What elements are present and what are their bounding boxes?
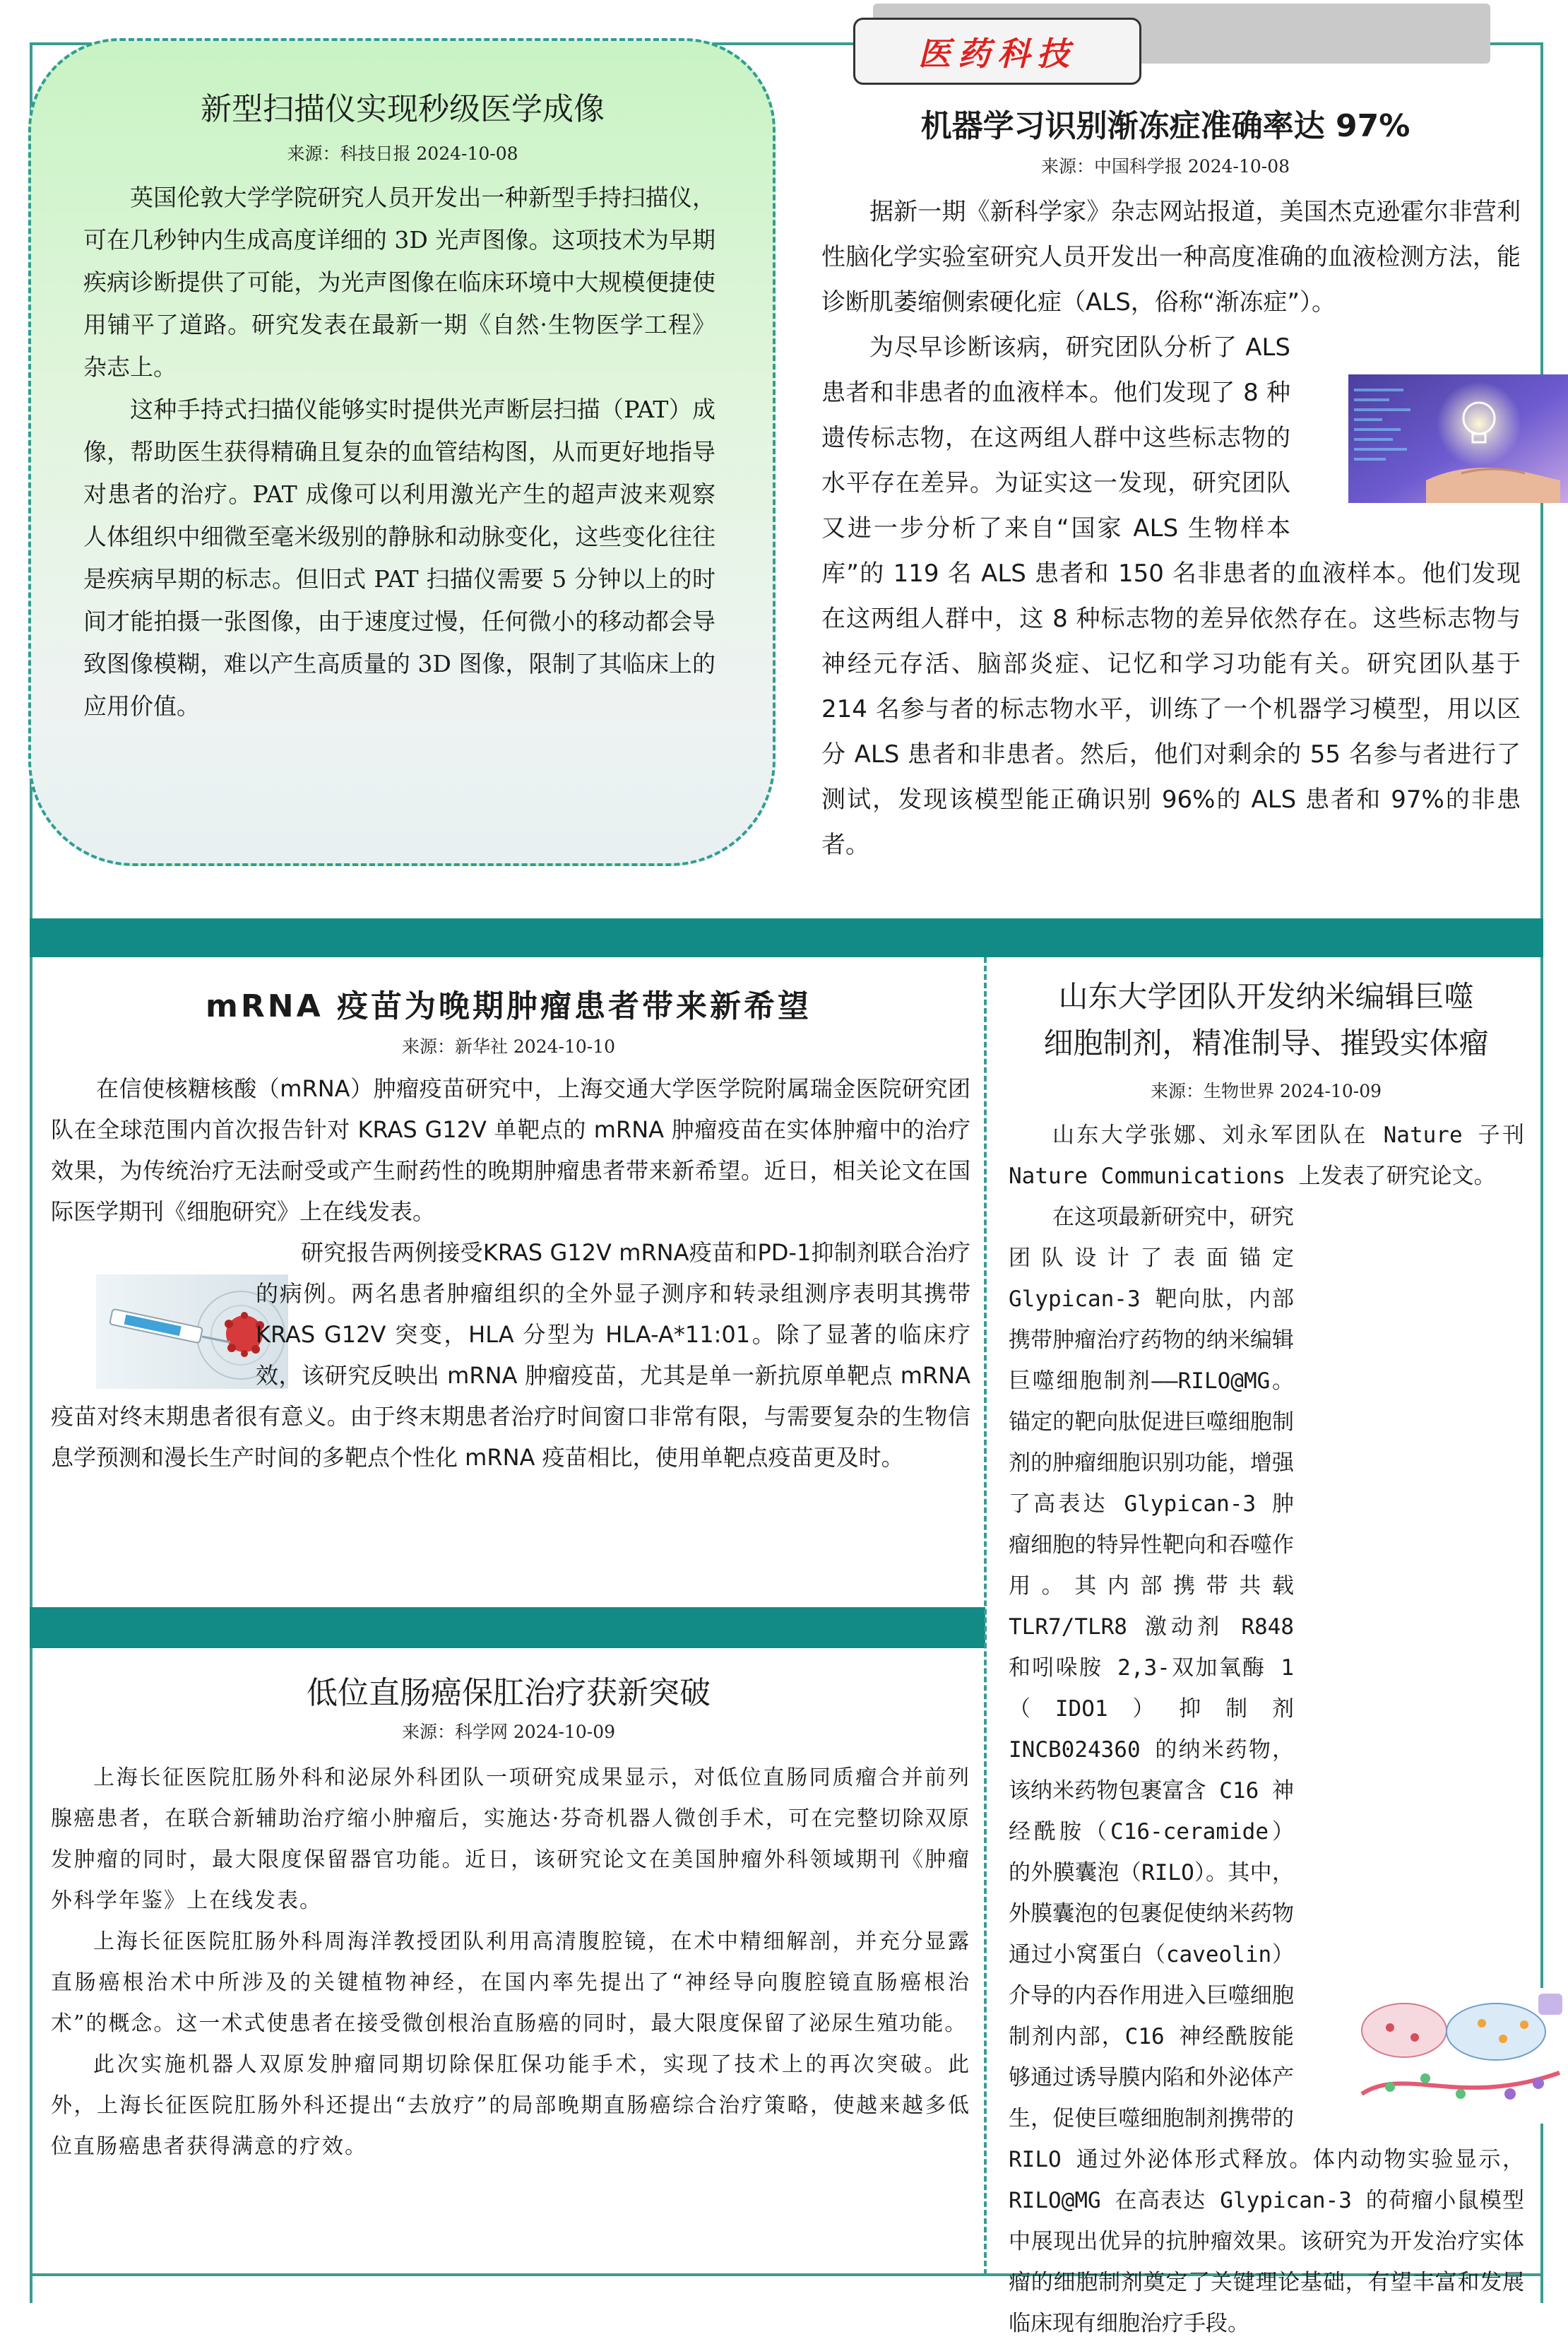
article-scanner-body [83, 177, 715, 728]
paragraph: 此次实施机器人双原发肿瘤同期切除保肛保功能手术，实现了技术上的再次突破。此外，上海长征医院肛肠外科还提出“去放疗”的局部晚期直肠癌综合治疗策略，使越来越多低位直肠癌患者获得满意的疗效。 [51, 2052, 970, 2159]
ai-hand-image [1300, 374, 1521, 503]
paragraph: 在信使核糖核酸（mRNA）肿瘤疫苗研究中，上海交通大学医学院附属瑞金医院研究团队在全球范围内首次报告针对 KRAS G12V 单靶点的 mRNA 肿瘤疫苗在实体肿瘤中的治疗效果，为传统治疗无法耐受或产生耐药性的晚期肿瘤患者带来新希望。近日，相关论文在国际医学期刊《细胞研究》上在线发表。 [51, 1075, 970, 1225]
article-mrna-source: 来源：新华社 2024-10-10 [401, 1036, 616, 1057]
article-als-title: 机器学习识别渐冻症准确率达 97% [920, 108, 1410, 144]
section-tag-label: 医药科技 [918, 34, 1076, 73]
article-rectal-title: 低位直肠癌保肛治疗获新突破 [307, 1675, 711, 1711]
title-line: 细胞制剂，精准制导、摧毁实体瘤 [1043, 1026, 1489, 1060]
column-divider [984, 957, 987, 2275]
article-als-body [821, 189, 1521, 868]
paragraph: 这种手持式扫描仪能够实时提供光声断层扫描（PAT）成像，帮助医生获得精确且复杂的血管结构图，从而更好地指导对患者的治疗。PAT 成像可以利用激光产生的超声波来观察人体组织中细微至毫米级别的静脉和动脉变化，这些变化往往是疾病早期的标志。但旧式 PAT 扫描仪需要 5 分钟以上的时间才能拍摄一张图像，由于速度过慢，任何微小的移动都会导致图像模糊，难以产生高质量的 3D 图像，限制了其临床上的应用价值。 [83, 396, 715, 720]
section-divider-band [30, 918, 1543, 957]
paragraph: 为尽早诊断该病，研究团队分析了 ALS 患者和非患者的血液样本。他们发现了 8 种遗传标志物，在这两组人群中这些标志物的水平存在差异。为证实这一发现，研究团队又进一步分析了来自“国家 ALS 生物样本库”的 119 名 ALS 患者和 150 名非患者的血液样本。他们发现在这两组人群中，这 8 种标志物的差异依然存在。这些标志物与神经元存活、脑部炎症、记忆和学习功能有关。研究团队基于 214 名参与者的标志物水平，训练了一个机器学习模型，用以区分 ALS 患者和非患者。然后，他们对剩余的 55 名参与者进行了测试，发现该模型能正确识别 96%的 ALS 患者和 97%的非患者。 [821, 325, 1521, 868]
article-mrna-title: mRNA 疫苗为晚期肿瘤患者带来新希望 [206, 988, 812, 1024]
paragraph: 英国伦敦大学学院研究人员开发出一种新型手持扫描仪，可在几秒钟内生成高度详细的 3D 光声图像。这项技术为早期疾病诊断提供了可能，为光声图像在临床环境中大规模便捷使用铺平了道路。研究发表在最新一期《自然·生物医学工程》杂志上。 [83, 184, 715, 381]
paragraph: 山东大学张娜、刘永军团队在 Nature 子刊 Nature Communications 上发表了研究论文。 [1009, 1123, 1524, 1189]
paragraph: 研究报告两例接受KRAS G12V mRNA疫苗和PD-1抑制剂联合治疗的病例。两名患者肿瘤组织的全外显子测序和转录组测序表明其携带 KRAS G12V 突变，HLA 分型为 HLA-A*11:01。除了显著的临床疗效，该研究反映出 mRNA 肿瘤疫苗，尤其是单一新抗原单靶点 mRNA 疫苗对终末期患者很有意义。由于终末期患者治疗时间窗口非常有限，与需要复杂的生物信息学预测和漫长生产时间的多靶点个性化 mRNA 疫苗相比，使用单靶点疫苗更及时。 [51, 1239, 970, 1471]
article-scanner-source: 来源：科技日报 2024-10-08 [287, 143, 518, 164]
article-macrophage-title [989, 973, 1543, 1067]
article-mrna-body [51, 1068, 970, 1478]
section-tag [853, 18, 1141, 85]
article-macrophage-body [1009, 1115, 1524, 2344]
article-macrophage-source: 来源：生物世界 2024-10-09 [1150, 1081, 1382, 1101]
article-rectal-source: 来源：科学网 2024-10-09 [401, 1722, 616, 1742]
paragraph: 上海长征医院肛肠外科周海洋教授团队利用高清腹腔镜，在术中精细解剖，并充分显露直肠癌根治术中所涉及的关键植物神经，在国内率先提出了“神经导向腹腔镜直肠癌根治术”的概念。这一术式使患者在接受微创根治直肠癌的同时，最大限度保留了泌尿生殖功能。 [51, 1929, 970, 2036]
article-als-source: 来源：中国科学报 2024-10-08 [1040, 156, 1290, 177]
article-scanner-title: 新型扫描仪实现秒级医学成像 [201, 91, 605, 127]
paragraph: 据新一期《新科学家》杂志网站报道，美国杰克逊霍尔非营利性脑化学实验室研究人员开发出一种高度准确的血液检测方法，能诊断肌萎缩侧索硬化症（ALS，俗称“渐冻症”）。 [821, 198, 1521, 316]
vaccine-syringe-image [51, 1274, 243, 1389]
article-rectal-body [51, 1758, 970, 2167]
paragraph: 上海长征医院肛肠外科和泌尿外科团队一项研究成果显示，对低位直肠同质瘤合并前列腺癌患者，在联合新辅助治疗缩小肿瘤后，实施达·芬奇机器人微创手术，可在完整切除双原发肿瘤的同时，最大限度保留器官功能。近日，该研究论文在美国肿瘤外科领域期刊《肿瘤外科学年鉴》上在线发表。 [51, 1765, 970, 1913]
title-line: 山东大学团队开发纳米编辑巨噬 [1058, 979, 1474, 1014]
paragraph: 在这项最新研究中，研究团队设计了表面锚定 Glypican-3 靶向肽，内部携带肿瘤治疗药物的纳米编辑巨噬细胞制剂——RILO@MG。锚定的靶向肽促进巨噬细胞制剂的肿瘤细胞识别功能，增强了高表达 Glypican-3 肿瘤细胞的特异性靶向和吞噬作用。其内部携带共载 TLR7/TLR8 激动剂 R848 和吲哚胺 2,3-双加氧酶 1（IDO1）抑制剂 INCB024360 的纳米药物，该纳米药物包裹富含 C16 神经酰胺（C16-ceramide）的外膜囊泡（RILO）。其中，外膜囊泡的包裹促使纳米药物通过小窝蛋白（caveolin）介导的内吞作用进入巨噬细胞制剂内部，C16 神经酰胺能够通过诱导膜内陷和外泌体产生，促使巨噬细胞制剂携带的 RILO 通过外泌体形式释放。体内动物实验显示，RILO@MG 在高表达 Glypican-3 的荷瘤小鼠模型中展现出优异的抗肿瘤效果。该研究为开发治疗实体瘤的细胞制剂奠定了关键理论基础，有望丰富和发展临床现有细胞治疗手段。 [1009, 1197, 1524, 2344]
section-divider-band [30, 1607, 985, 1648]
mechanism-diagram-image [1304, 1988, 1524, 2124]
